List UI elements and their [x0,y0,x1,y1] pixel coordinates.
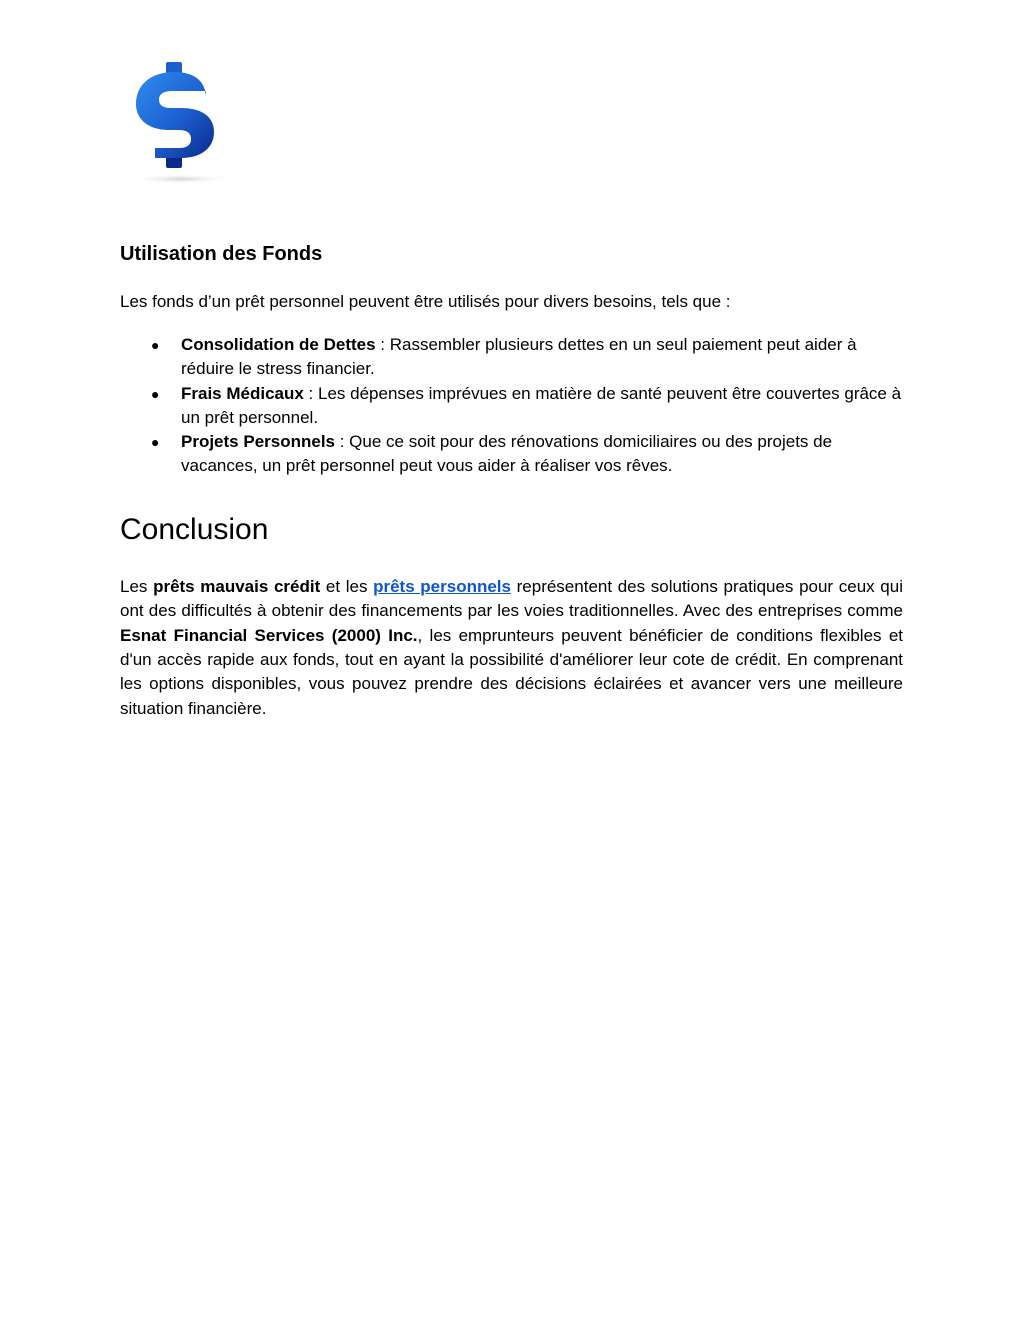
conclusion-heading: Conclusion [120,512,269,546]
list-item-text: : Les dépenses imprévues en matière de santé peuvent être couvertes grâce à un prêt personnel. [181,383,902,427]
bullet-list [120,333,903,479]
bullet-icon: ● [151,337,160,353]
conclusion-text: , les emprunteurs peuvent bénéficier de conditions flexibles et d'un accès rapide aux fonds, tout en ayant la possibilité d'améliorer leur cote de crédit. En comprenant les options disponibles, vous pouvez prendre des décisions éclairées et avancer vers une meilleure situation financière. [120,625,904,718]
list-item-title: Projets Personnels [181,432,336,452]
intro-paragraph: Les fonds d’un prêt personnel peuvent être utilisés pour divers besoins, tels que : [120,292,731,311]
bullet-icon: ● [151,385,160,402]
conclusion-text: et les [320,576,374,596]
prets-personnels-link[interactable]: prêts personnels [373,576,511,596]
company-name: Esnat Financial Services (2000) Inc. [120,625,418,645]
conclusion-paragraph [120,575,903,721]
list-item-title: Frais Médicaux [181,383,304,403]
content-column [120,240,903,721]
list-item-text: : Rassembler plusieurs dettes en un seul paiement peut aider à réduire le stress financier. [181,335,857,379]
conclusion-bold-term: prêts mauvais crédit [153,576,321,596]
list-item-text: : Que ce soit pour des rénovations domiciliaires ou des projets de vacances, un prêt personnel peut vous aider à réaliser vos rêves. [181,432,833,476]
conclusion-text: représentent des solutions pratiques pour ceux qui ont des difficultés à obtenir des financements par les voies traditionnelles. Avec des entreprises comme [120,576,903,621]
section-heading: Utilisation des Fonds [120,243,323,265]
dollar-sign-icon [123,58,239,186]
list-item [120,333,903,382]
bullet-icon: ● [151,434,160,451]
list-item-title: Consolidation de Dettes [181,335,376,354]
list-item [120,382,903,431]
conclusion-text: Les [120,576,154,596]
list-item [120,430,903,479]
